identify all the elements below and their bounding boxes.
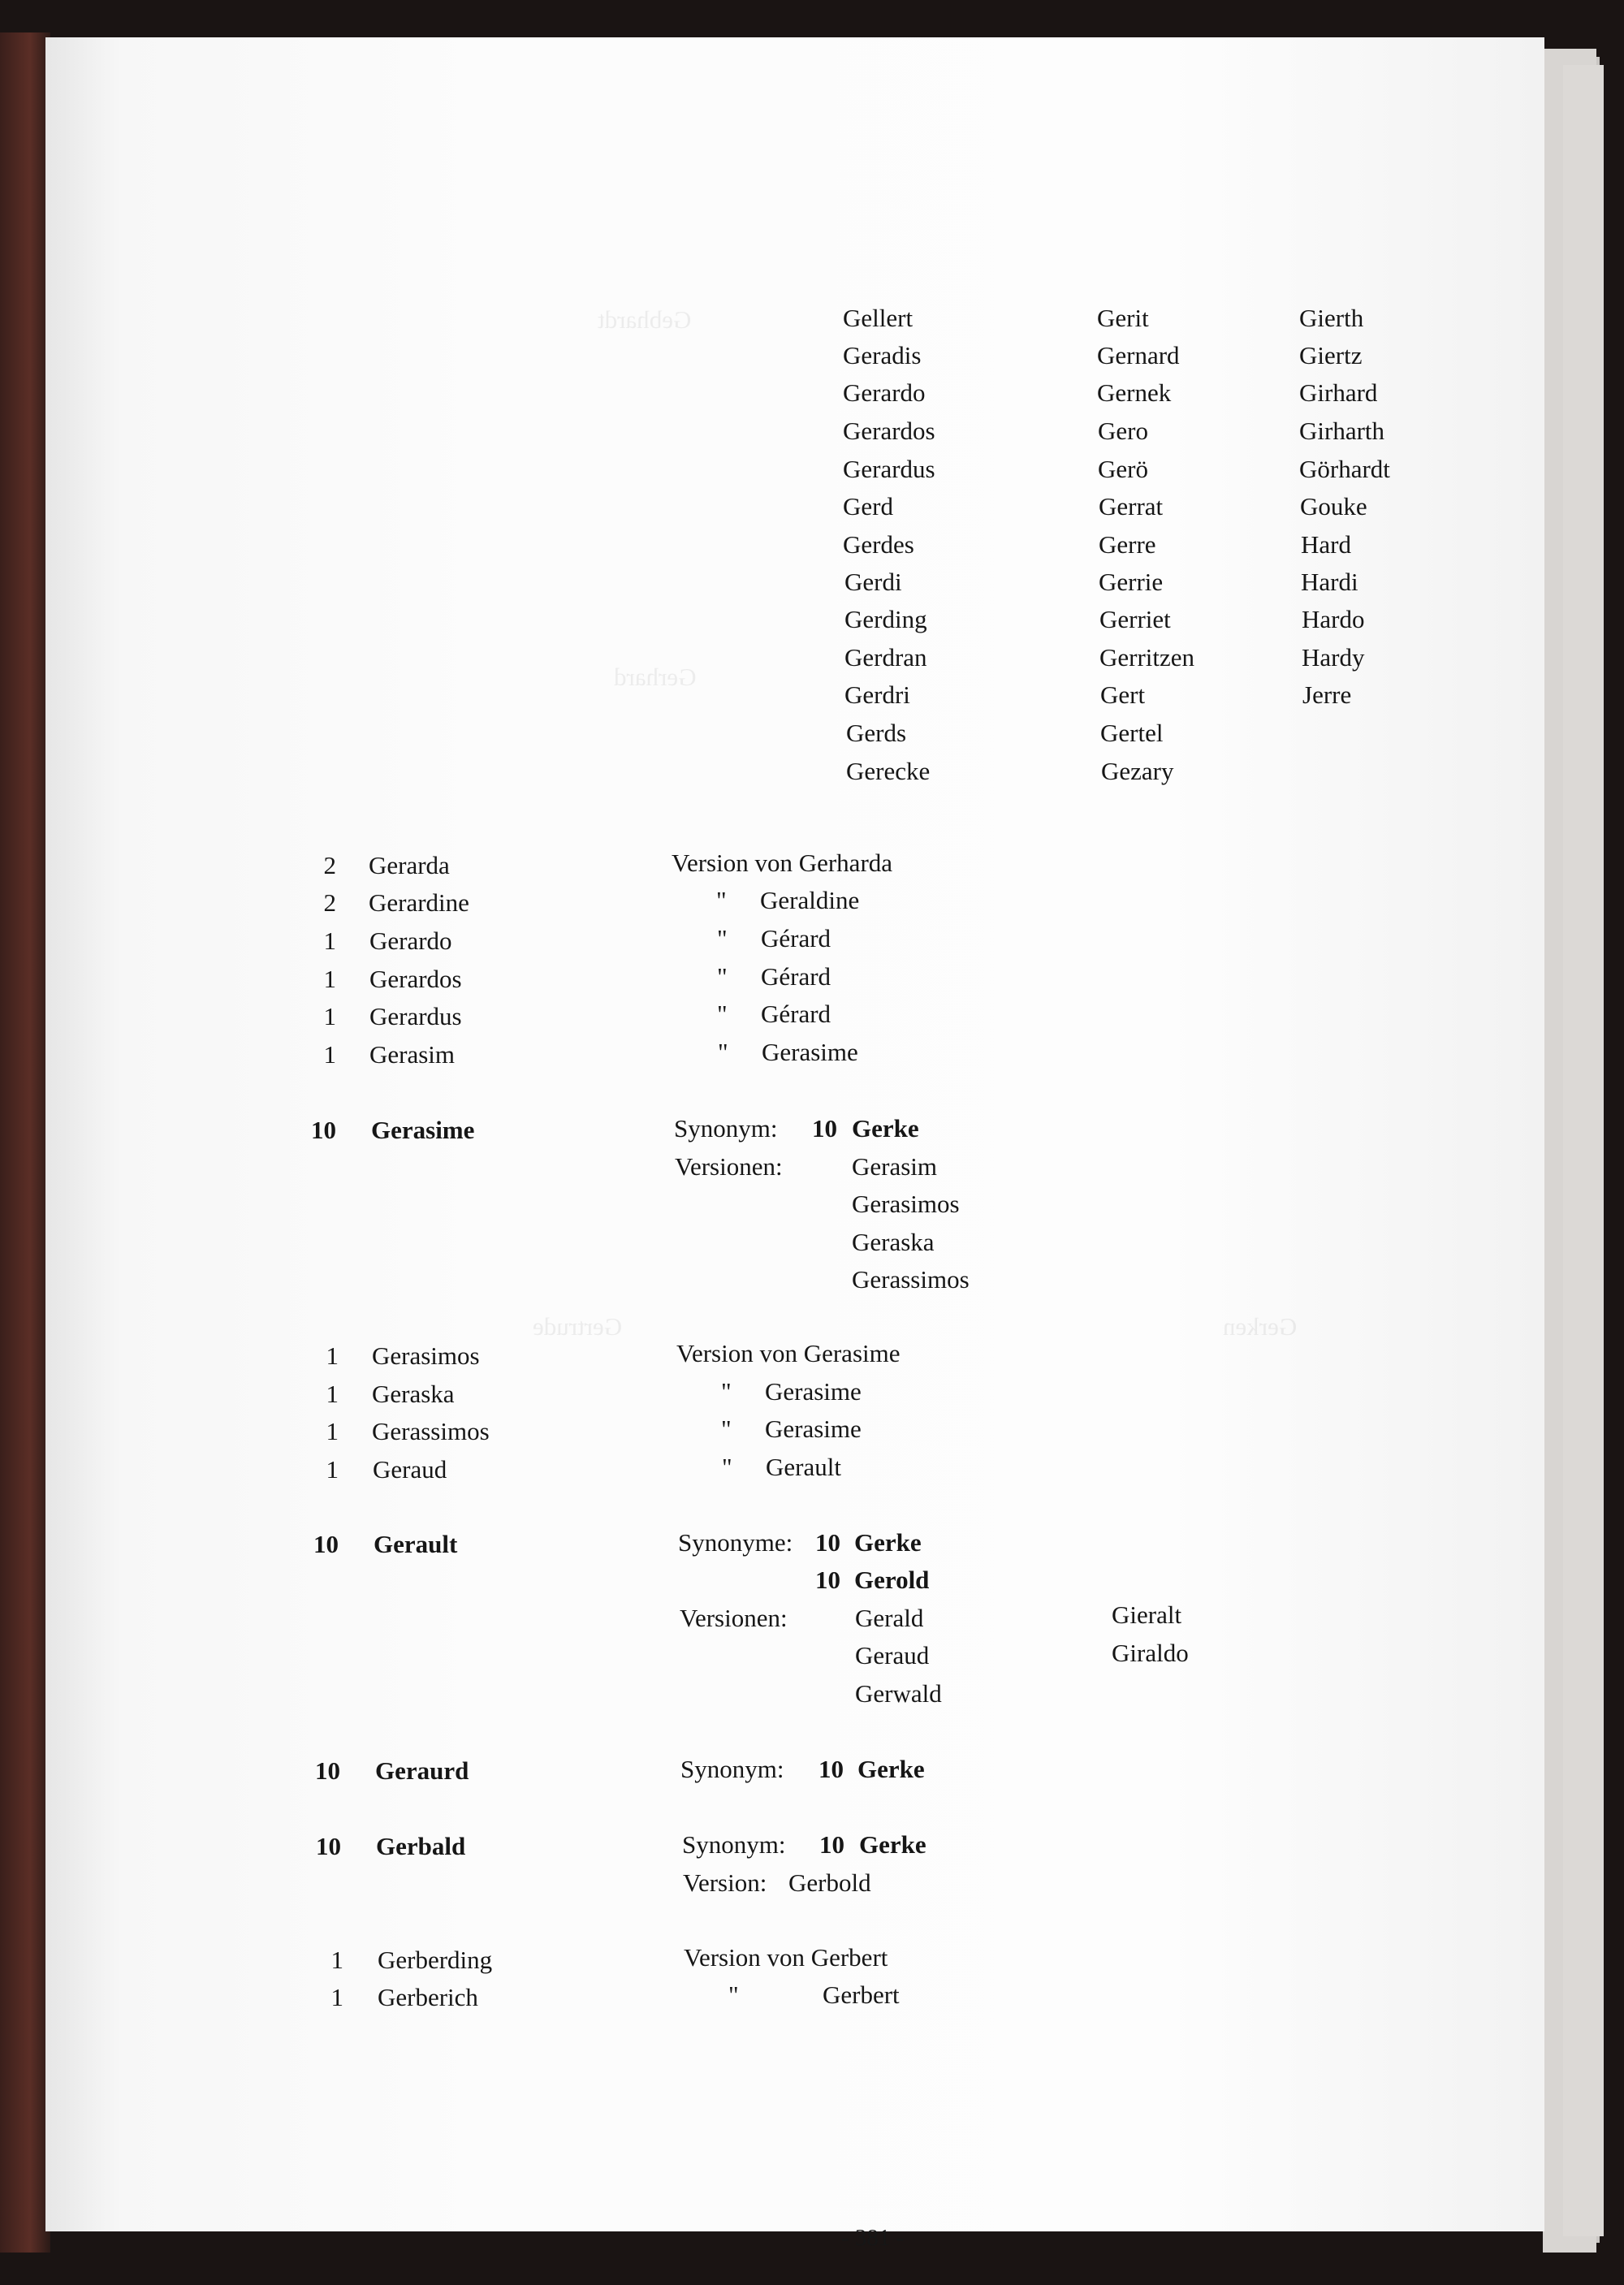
name-item: Gezary xyxy=(1101,757,1174,785)
synonym-count: 10 xyxy=(819,1830,844,1859)
entry-count: 10 xyxy=(315,1756,340,1785)
entry-name: Gerasim xyxy=(369,1040,456,1069)
ditto-mark: " xyxy=(721,1377,732,1406)
version-item: Geraud xyxy=(855,1641,930,1669)
entry-name: Gerarda xyxy=(369,851,450,879)
name-item: Gerrat xyxy=(1099,492,1164,520)
ditto-mark: " xyxy=(717,924,728,952)
entry-name: Gerardo xyxy=(369,927,452,955)
entry-note: Gerault xyxy=(766,1453,841,1481)
entry-count: 1 xyxy=(330,1946,343,1974)
name-item: Hardi xyxy=(1301,568,1358,596)
name-item: Gerriet xyxy=(1099,605,1171,633)
versions-label: Versionen: xyxy=(680,1604,788,1632)
name-item: Gert xyxy=(1100,680,1146,709)
name-item: Gerardo xyxy=(843,378,926,407)
name-item: Hardo xyxy=(1302,605,1365,633)
name-item: Hard xyxy=(1301,530,1351,559)
name-item: Gerdi xyxy=(844,568,902,596)
entry-count: 2 xyxy=(323,851,336,879)
entry-note: Gérard xyxy=(761,962,831,991)
name-item: Gellert xyxy=(843,304,914,332)
version-item: Geraska xyxy=(852,1228,935,1256)
name-item: Görhardt xyxy=(1299,455,1390,483)
synonym-label: Synonyme: xyxy=(678,1528,793,1557)
entry-count: 10 xyxy=(316,1832,341,1860)
entry-name: Gerberich xyxy=(378,1983,478,2011)
entry-name: Gerasime xyxy=(371,1116,475,1144)
entry-note: Version von Gerasime xyxy=(676,1339,901,1367)
entry-note: Geraldine xyxy=(760,886,860,914)
synonym-label: Synonym: xyxy=(680,1755,784,1783)
ditto-mark: " xyxy=(721,1415,732,1443)
synonym-name: Gerold xyxy=(854,1566,930,1594)
version-item: Giraldo xyxy=(1112,1639,1189,1667)
entry-count: 1 xyxy=(326,1380,339,1408)
synonym-count: 10 xyxy=(812,1114,837,1142)
entry-note: Gerbert xyxy=(823,1980,900,2009)
name-item: Gerre xyxy=(1099,530,1156,559)
version-item: Gerassimos xyxy=(852,1265,970,1294)
entry-note: Version von Gerharda xyxy=(672,849,893,877)
name-item: Gerö xyxy=(1098,455,1148,483)
name-item: Gouke xyxy=(1300,492,1367,520)
entry-count: 1 xyxy=(323,927,336,955)
version-item: Gerbold xyxy=(788,1868,871,1897)
entry-note: Version von Gerbert xyxy=(684,1943,888,1972)
ditto-mark: " xyxy=(728,1980,739,2009)
name-item: Gerrie xyxy=(1099,568,1164,596)
entry-name: Gerassimos xyxy=(372,1417,490,1445)
entry-name: Geraud xyxy=(373,1455,447,1484)
version-item: Gerasim xyxy=(852,1152,938,1181)
synonym-name: Gerke xyxy=(859,1830,926,1859)
synonym-count: 10 xyxy=(818,1755,844,1783)
synonym-count: 10 xyxy=(815,1566,840,1594)
ditto-mark: " xyxy=(717,1000,728,1028)
entry-name: Geraska xyxy=(372,1380,455,1408)
name-item: Girhard xyxy=(1299,378,1378,407)
synonym-name: Gerke xyxy=(857,1755,925,1783)
entry-name: Gerardus xyxy=(369,1002,462,1030)
ditto-mark: " xyxy=(718,1038,728,1066)
entry-name: Gerasimos xyxy=(372,1341,480,1370)
version-item: Gerasimos xyxy=(852,1190,960,1218)
entry-name: Gerbald xyxy=(376,1832,466,1860)
page-number: - 381 - xyxy=(841,2225,905,2251)
synonym-name: Gerke xyxy=(852,1114,919,1142)
entry-count: 1 xyxy=(326,1341,339,1370)
entry-count: 1 xyxy=(326,1455,339,1484)
entry-count: 1 xyxy=(330,1983,343,2011)
name-item: Gerit xyxy=(1097,304,1149,332)
name-item: Gerd xyxy=(843,492,893,520)
entry-count: 1 xyxy=(326,1417,339,1445)
entry-name: Geraurd xyxy=(375,1756,469,1785)
page-stack-edge xyxy=(1563,65,1604,2236)
ditto-mark: " xyxy=(717,962,728,991)
name-item: Gerdri xyxy=(844,680,910,709)
entry-count: 1 xyxy=(323,965,336,993)
synonym-name: Gerke xyxy=(854,1528,922,1557)
version-item: Gerald xyxy=(855,1604,924,1632)
name-item: Hardy xyxy=(1302,643,1365,672)
entry-count: 10 xyxy=(313,1530,339,1558)
version-item: Gieralt xyxy=(1112,1600,1182,1629)
book-page: Gebhardt Gerhard Gertrude Gerken Gellert Geradis Gerardo Gerardos Gerardus Gerd Gerdes Gerdi Gerding Gerdran Gerdri Gerds Gerecke Gerit Gernard Gernek Gero Gerö Gerrat Gerre Gerrie Gerriet Gerritzen Gert Gertel Gezary Gierth Giertz Girhard Girharth Görhardt Gouke Hard Hardi Hardo Hardy Jerre 2 Gerarda Version von Gerharda 2 Gerardine " Geraldine 1 Gerardo " Gérard 1 Gerardos " Gérard 1 Gerardus " Gérard 1 Gerasim " Gerasime 10 Gerasime Synonym: 10 Gerke Versionen: Gerasim Gerasimos Geraska Gerassimos 1 Gerasimos Version von Gerasime 1 Geraska " Gerasime 1 Gerassimos " Gerasime 1 Geraud " Gerault 10 Gerault Synonyme: 10 Gerke 10 Gerold Versionen: Gerald Geraud Gerwald Gieralt Giraldo 10 Geraurd Synonym: 10 Gerke 10 Gerbald Synonym: 10 Gerke Version: Gerbold 1 Gerberding Version von Gerbert 1 Gerberich " Gerbert - 381 - xyxy=(45,37,1544,2231)
name-item: Jerre xyxy=(1302,680,1352,709)
name-item: Girharth xyxy=(1299,417,1385,445)
name-item: Giertz xyxy=(1299,341,1363,369)
name-item: Gero xyxy=(1098,417,1148,445)
name-item: Gerds xyxy=(846,719,907,747)
name-item: Gerardos xyxy=(843,417,935,445)
name-item: Gerdes xyxy=(843,530,914,559)
name-item: Gerdran xyxy=(844,643,927,672)
name-item: Gerardus xyxy=(843,455,935,483)
book-cover-edge xyxy=(0,32,50,2253)
entry-count: 1 xyxy=(323,1002,336,1030)
entry-note: Gerasime xyxy=(762,1038,858,1066)
entry-name: Gerardine xyxy=(369,888,469,917)
name-item: Gerding xyxy=(844,605,927,633)
versions-label: Versionen: xyxy=(675,1152,783,1181)
version-label: Version: xyxy=(683,1868,767,1897)
entry-count: 1 xyxy=(323,1040,336,1069)
name-item: Geradis xyxy=(843,341,922,369)
entry-count: 2 xyxy=(323,888,336,917)
synonym-label: Synonym: xyxy=(674,1114,778,1142)
entry-note: Gerasime xyxy=(765,1415,862,1443)
entry-name: Gerberding xyxy=(378,1946,493,1974)
name-item: Gertel xyxy=(1100,719,1164,747)
entry-name: Gerault xyxy=(374,1530,458,1558)
ditto-mark: " xyxy=(722,1453,732,1481)
name-item: Gernek xyxy=(1097,378,1172,407)
name-item: Gerecke xyxy=(846,757,931,785)
entry-count: 10 xyxy=(311,1116,336,1144)
entry-note: Gérard xyxy=(761,1000,831,1028)
name-item: Gernard xyxy=(1097,341,1180,369)
synonym-count: 10 xyxy=(815,1528,840,1557)
version-item: Gerwald xyxy=(855,1679,942,1708)
ditto-mark: " xyxy=(716,886,727,914)
synonym-label: Synonym: xyxy=(682,1830,786,1859)
name-item: Gierth xyxy=(1299,304,1364,332)
entry-note: Gérard xyxy=(761,924,831,952)
entry-name: Gerardos xyxy=(369,965,462,993)
name-item: Gerritzen xyxy=(1099,643,1195,672)
entry-note: Gerasime xyxy=(765,1377,862,1406)
